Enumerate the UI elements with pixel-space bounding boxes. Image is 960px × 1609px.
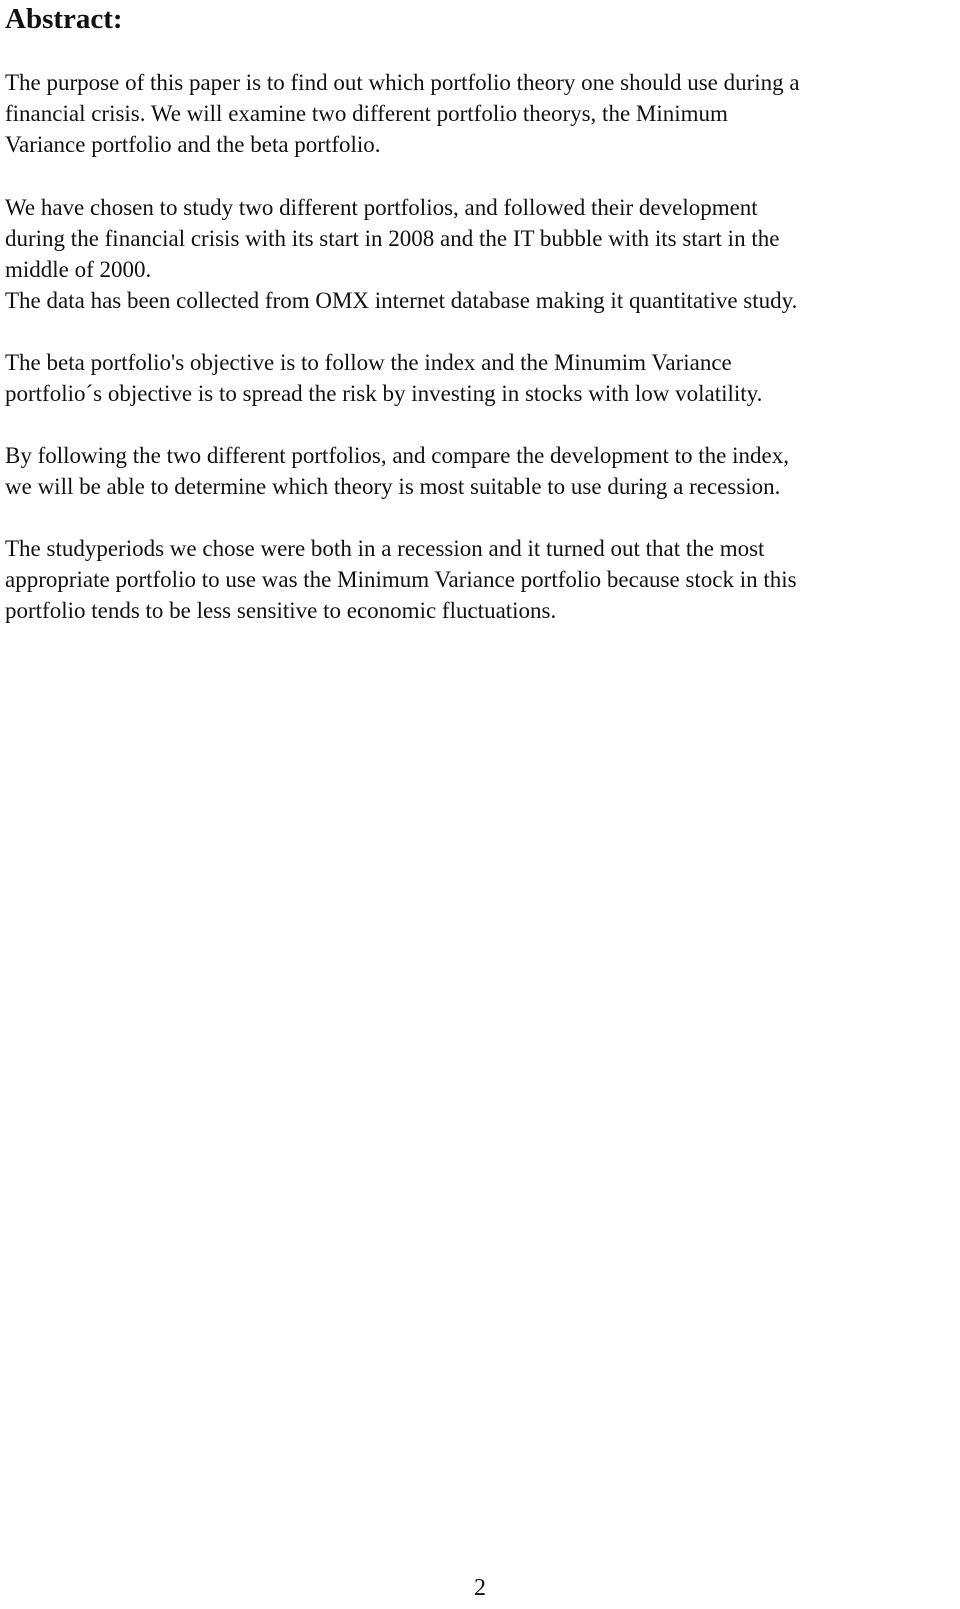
abstract-paragraph-3 — [5, 347, 955, 409]
abstract-heading: Abstract: — [5, 3, 123, 35]
text-line: Variance portfolio and the beta portfolio. — [5, 132, 381, 157]
abstract-paragraph-2 — [5, 192, 955, 316]
page-number: 2 — [474, 1575, 486, 1601]
text-line: The purpose of this paper is to find out which portfolio theory one should use during a — [5, 70, 800, 95]
text-line: We have chosen to study two different portfolios, and followed their development — [5, 195, 758, 220]
text-line: portfolio´s objective is to spread the risk by investing in stocks with low volatility. — [5, 381, 763, 406]
text-line: The data has been collected from OMX internet database making it quantitative study. — [5, 288, 798, 313]
text-line: The beta portfolio's objective is to follow the index and the Minumim Variance — [5, 350, 732, 375]
text-line: financial crisis. We will examine two different portfolio theorys, the Minimum — [5, 101, 728, 126]
text-line: during the financial crisis with its start in 2008 and the IT bubble with its start in the — [5, 226, 780, 251]
text-line: By following the two different portfolios, and compare the development to the index, — [5, 443, 789, 468]
text-line: portfolio tends to be less sensitive to economic fluctuations. — [5, 598, 557, 623]
text-line: we will be able to determine which theory is most suitable to use during a recession. — [5, 474, 781, 499]
text-line: appropriate portfolio to use was the Minimum Variance portfolio because stock in this — [5, 567, 797, 592]
abstract-paragraph-5 — [5, 533, 955, 626]
text-line: middle of 2000. — [5, 257, 152, 282]
abstract-paragraph-4 — [5, 440, 955, 502]
text-line: The studyperiods we chose were both in a recession and it turned out that the most — [5, 536, 765, 561]
abstract-paragraph-1 — [5, 67, 955, 160]
